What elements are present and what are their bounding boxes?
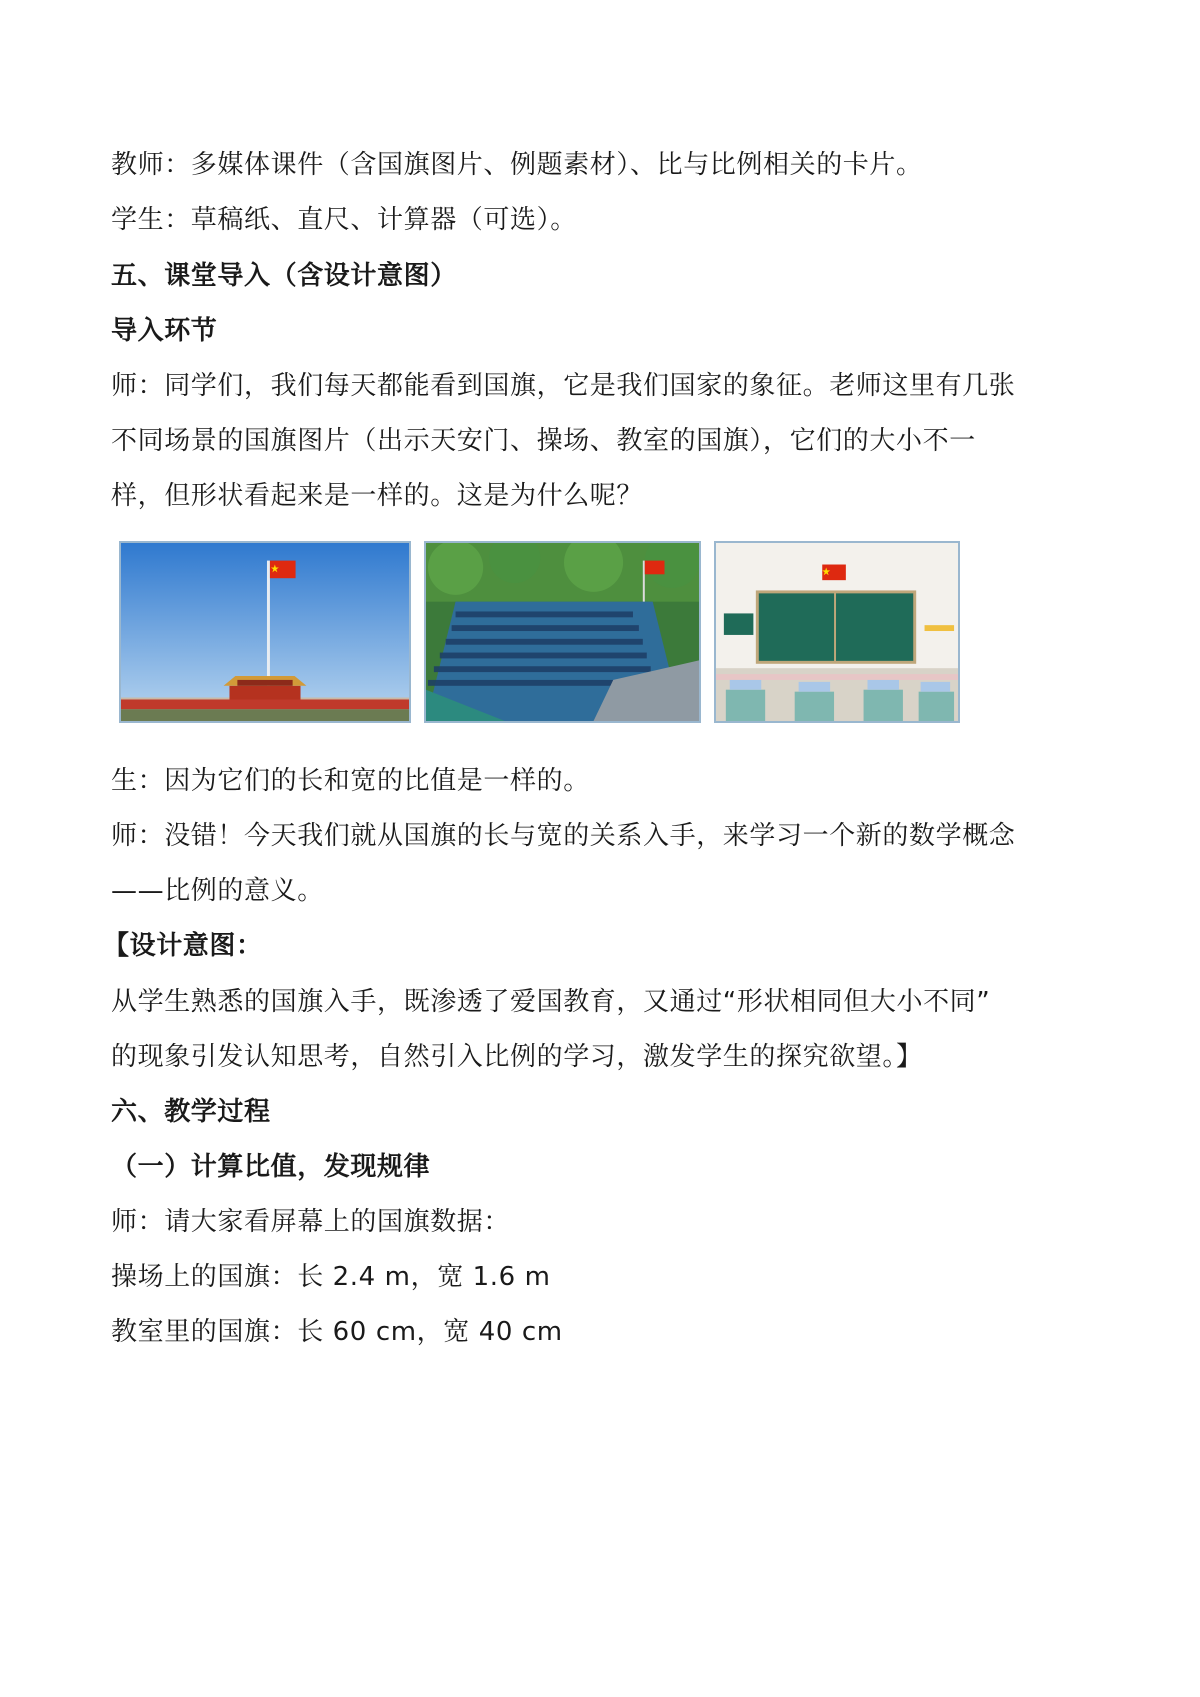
- section5-heading: 五、课堂导入（含设计意图）: [111, 261, 457, 291]
- teacher-dialogue-line3: 样，但形状看起来是一样的。这是为什么呢？: [111, 481, 644, 511]
- teacher-dialogue-line1: 师：同学们，我们每天都能看到国旗，它是我们国家的象征。老师这里有几张: [111, 371, 1016, 401]
- teacher-data-intro: 师：请大家看屏幕上的国旗数据：: [111, 1207, 511, 1237]
- design-intent-line1: 从学生熟悉的国旗入手，既渗透了爱国教育，又通过“形状相同但大小不同”: [111, 987, 991, 1017]
- student-materials: 学生：草稿纸、直尺、计算器（可选）。: [111, 205, 577, 235]
- student-answer: 生：因为它们的长和宽的比值是一样的。: [111, 766, 590, 796]
- section5-subheading: 导入环节: [111, 316, 218, 346]
- classroom-flag-photo: [714, 541, 960, 723]
- teacher-materials: 教师：多媒体课件（含国旗图片、例题素材）、比与比例相关的卡片。: [111, 150, 923, 180]
- design-intent-line2: 的现象引发认知思考，自然引入比例的学习，激发学生的探究欲望。】: [111, 1042, 923, 1072]
- playground-flag-data: 操场上的国旗：长 2.4 m，宽 1.6 m: [111, 1262, 551, 1292]
- playground-flag-photo: [424, 541, 701, 723]
- teacher-reply-line1: 师：没错！今天我们就从国旗的长与宽的关系入手，来学习一个新的数学概念: [111, 821, 1016, 851]
- section6-subheading: （一）计算比值，发现规律: [111, 1152, 431, 1182]
- teacher-dialogue-line2: 不同场景的国旗图片（出示天安门、操场、教室的国旗），它们的大小不一: [111, 426, 976, 456]
- classroom-flag-data: 教室里的国旗：长 60 cm，宽 40 cm: [111, 1317, 563, 1347]
- teacher-reply-line2: ——比例的意义。: [111, 876, 324, 906]
- design-intent-label: 【设计意图：: [103, 931, 263, 961]
- tiananmen-flag-photo: [119, 541, 411, 723]
- section6-heading: 六、教学过程: [111, 1097, 271, 1127]
